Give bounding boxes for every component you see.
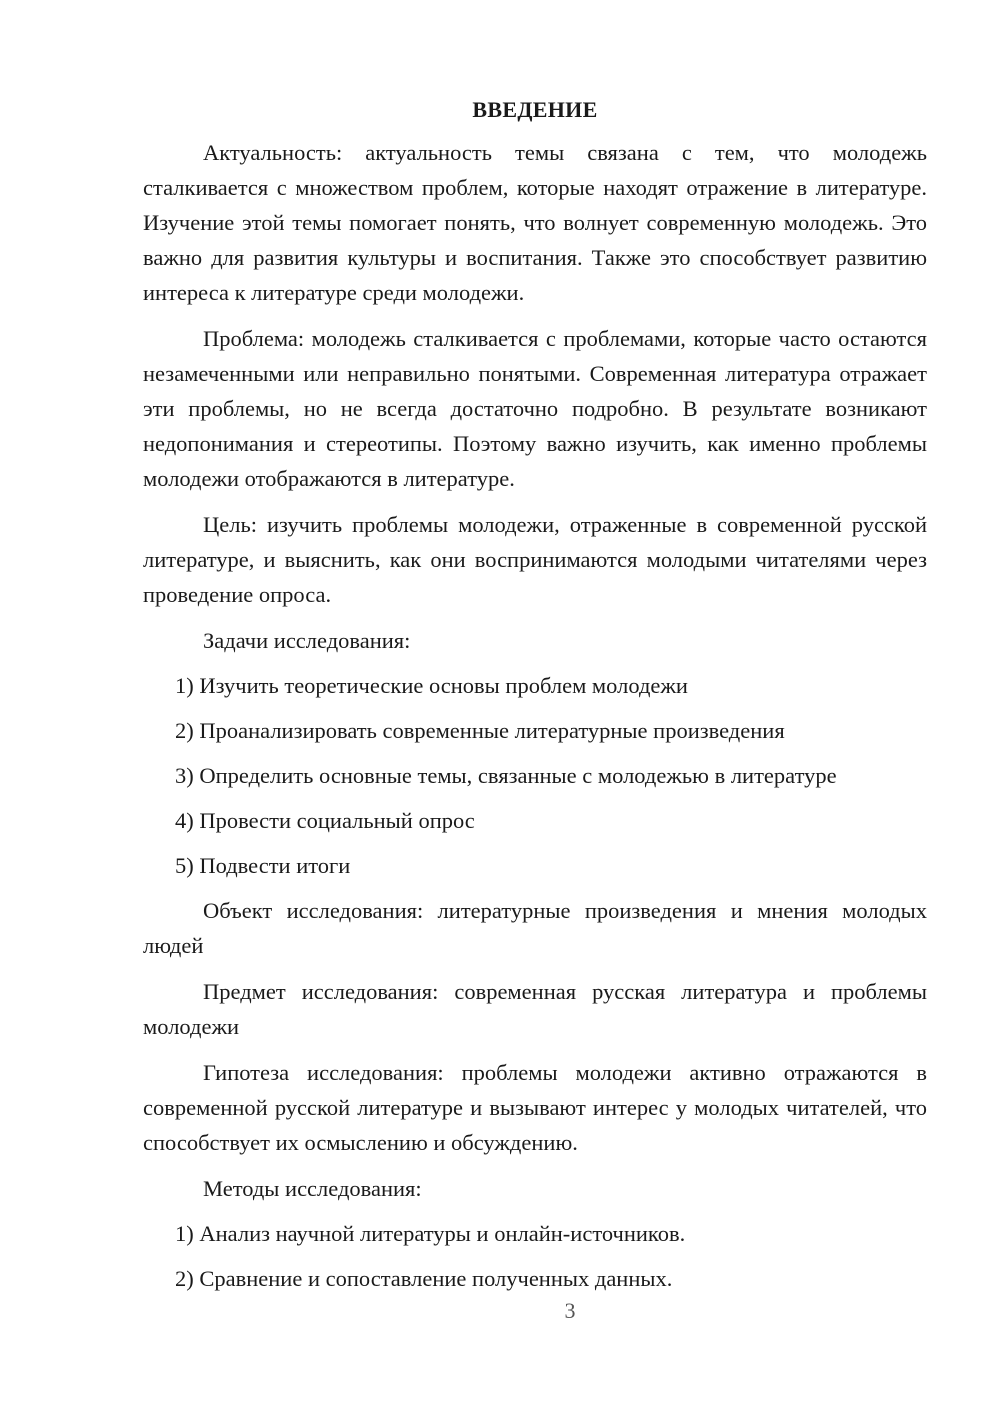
tasks-heading: Задачи исследования: bbox=[203, 628, 411, 653]
problem-paragraph: Проблема: молодежь сталкивается с проблемами, которые часто остаются незамеченными или неправильно понятыми. Современная литература отражает эти проблемы, но не всегда достаточно подробно. В результате возникают недопонимания и стереотипы. Поэтому важно изучить, как именно проблемы молодежи отображаются в литературе. bbox=[143, 326, 927, 491]
method-item: 2) Сравнение и сопоставление полученных данных. bbox=[175, 1266, 673, 1291]
hypothesis-paragraph: Гипотеза исследования: проблемы молодежи активно отражаются в современной русской литературе и вызывают интерес у молодых читателей, что способствует их осмыслению и обсуждению. bbox=[143, 1060, 927, 1155]
task-item: 5) Подвести итоги bbox=[175, 853, 351, 878]
method-item: 1) Анализ научной литературы и онлайн-источников. bbox=[175, 1221, 686, 1246]
task-item: 2) Проанализировать современные литературные произведения bbox=[175, 718, 785, 743]
page-content bbox=[143, 95, 927, 1306]
goal-paragraph: Цель: изучить проблемы молодежи, отраженные в современной русской литературе, и выяснить, как они воспринимаются молодыми читателями через проведение опроса. bbox=[143, 512, 927, 607]
methods-heading: Методы исследования: bbox=[203, 1176, 422, 1201]
task-item: 3) Определить основные темы, связанные с молодежью в литературе bbox=[175, 763, 837, 788]
section-title: ВВЕДЕНИЕ bbox=[472, 97, 598, 122]
page-number: 3 bbox=[564, 1298, 576, 1323]
object-paragraph: Объект исследования: литературные произведения и мнения молодых людей bbox=[143, 898, 927, 958]
task-item: 1) Изучить теоретические основы проблем молодежи bbox=[175, 673, 688, 698]
subject-paragraph: Предмет исследования: современная русская литература и проблемы молодежи bbox=[143, 979, 927, 1039]
relevance-paragraph: Актуальность: актуальность темы связана с тем, что молодежь сталкивается с множеством проблем, которые находят отражение в литературе. Изучение этой темы помогает понять, что волнует современную молодежь. Это важно для развития культуры и воспитания. Также это способствует развитию интереса к литературе среди молодежи. bbox=[143, 140, 927, 305]
task-item: 4) Провести социальный опрос bbox=[175, 808, 475, 833]
